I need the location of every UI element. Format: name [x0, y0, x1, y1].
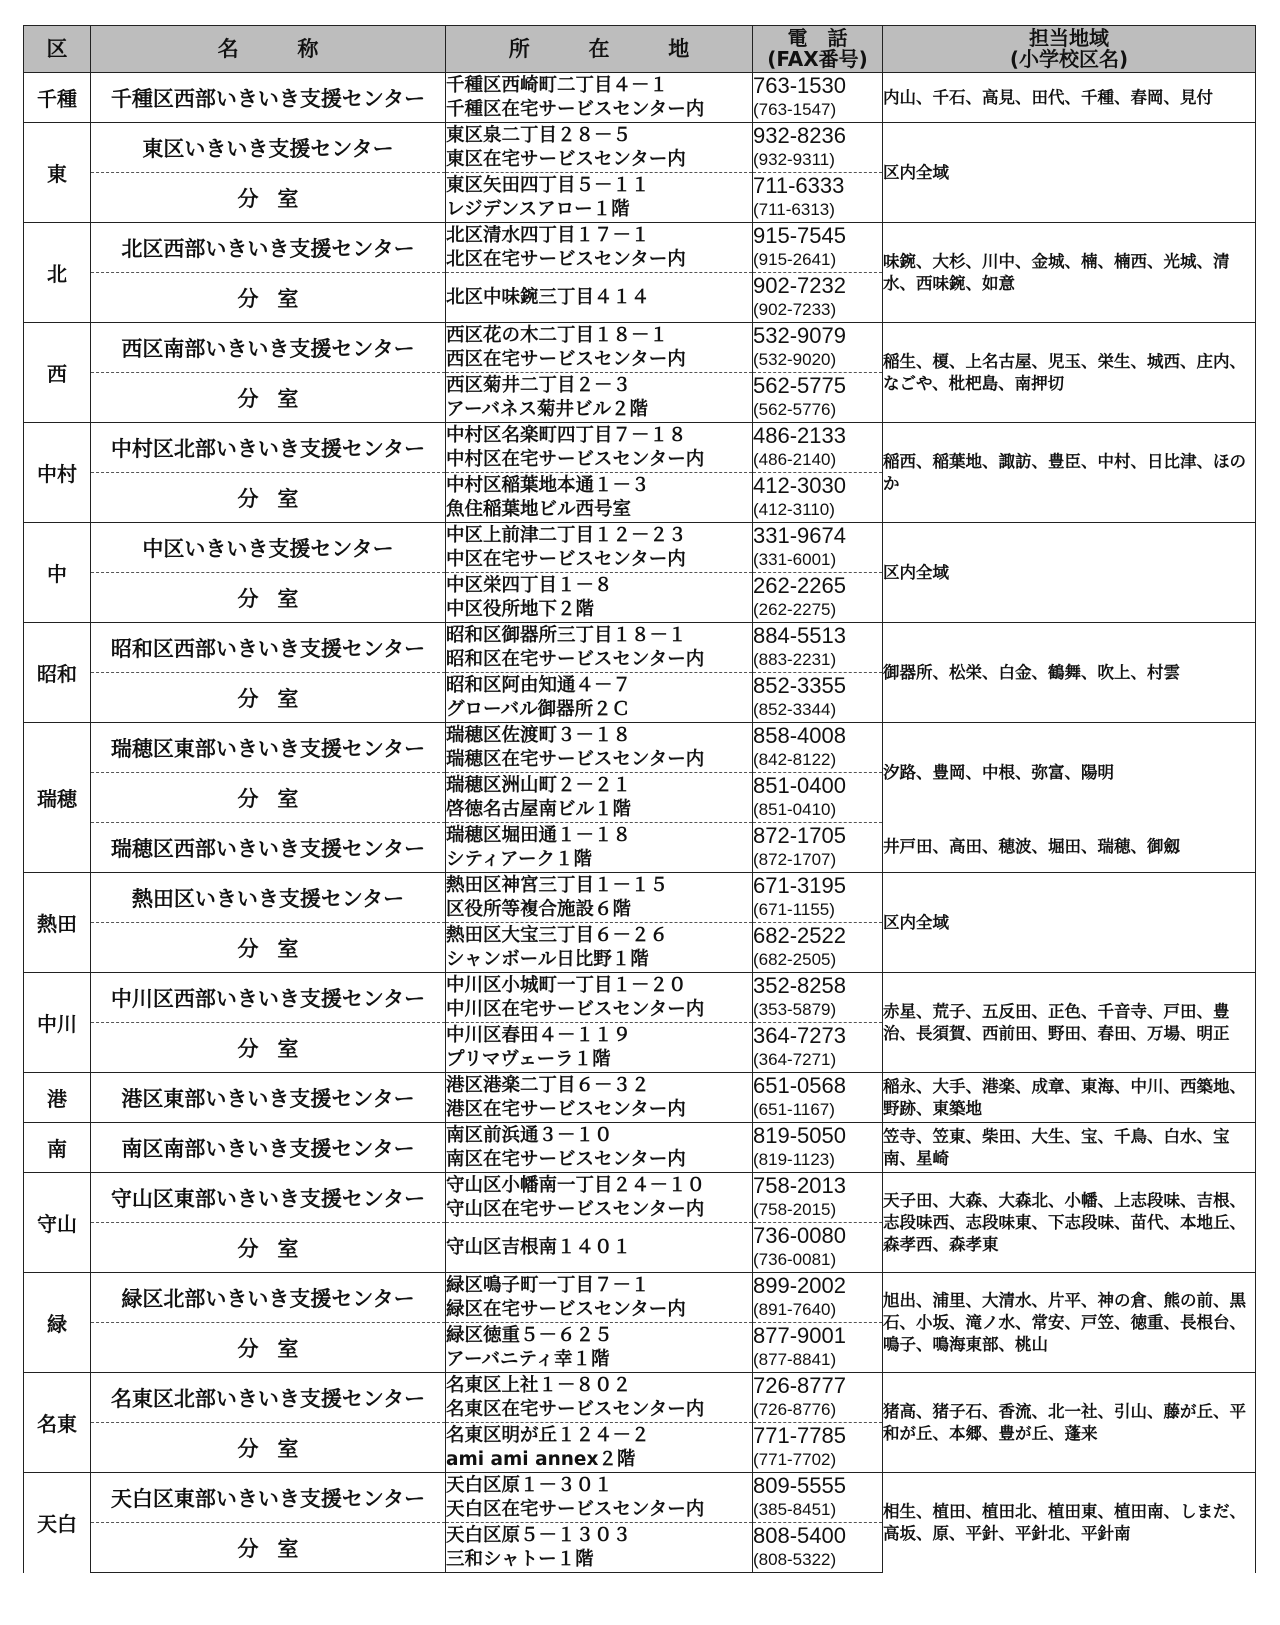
service-area-cell: 猪高、猪子石、香流、北一社、引山、藤が丘、平和が丘、本郷、豊が丘、蓬来 — [883, 1373, 1256, 1473]
branch-office-name: 分室 — [91, 1023, 446, 1073]
address-cell — [446, 723, 753, 773]
address-line-2: 北区在宅サービスセンター内 — [446, 248, 686, 270]
center-name: 南区南部いきいき支援センター — [91, 1123, 446, 1173]
service-area-cell: 笠寺、笠東、柴田、大生、宝、千鳥、白水、宝南、星崎 — [883, 1123, 1256, 1173]
fax-number: (771-7702) — [753, 1449, 837, 1469]
phone-number: 651-0568 — [753, 1072, 846, 1098]
center-name: 昭和区西部いきいき支援センター — [91, 623, 446, 673]
phone-cell — [753, 273, 883, 323]
phone-number: 763-1530 — [753, 72, 846, 98]
address-line-2: アーバニティ幸１階 — [446, 1348, 610, 1370]
table-row — [24, 1123, 1256, 1173]
address-cell — [446, 123, 753, 173]
address-line-1: 熱田区神宮三丁目１－１５ — [446, 874, 669, 896]
address-line-1: 瑞穂区堀田通１－１８ — [446, 824, 632, 846]
address-line-2: 守山区在宅サービスセンター内 — [446, 1198, 705, 1220]
address-cell — [446, 223, 753, 273]
table-row — [24, 1073, 1256, 1123]
ward-cell: 南 — [24, 1123, 91, 1173]
address-cell — [446, 423, 753, 473]
phone-number: 884-5513 — [753, 622, 846, 648]
phone-cell — [753, 573, 883, 623]
center-name: 港区東部いきいき支援センター — [91, 1073, 446, 1123]
phone-cell — [753, 1423, 883, 1473]
ward-cell: 西 — [24, 323, 91, 423]
ward-cell: 緑 — [24, 1273, 91, 1373]
address-line-2: 南区在宅サービスセンター内 — [446, 1148, 686, 1170]
branch-office-name: 分室 — [91, 273, 446, 323]
phone-cell — [753, 223, 883, 273]
phone-number: 808-5400 — [753, 1522, 846, 1548]
header-phone-line2: (FAX番号) — [767, 47, 868, 71]
service-area-cell: 天子田、大森、大森北、小幡、上志段味、吉根、志段味西、志段味東、下志段味、苗代、本地丘、森孝西、森孝東 — [883, 1173, 1256, 1273]
center-name: 東区いきいき支援センター — [91, 123, 446, 173]
service-area-cell: 旭出、浦里、大清水、片平、神の倉、熊の前、黒石、小坂、滝ノ水、常安、戸笠、徳重、長根台、鳴子、鳴海東部、桃山 — [883, 1273, 1256, 1373]
address-line-2: 中村区在宅サービスセンター内 — [446, 448, 705, 470]
fax-number: (385-8451) — [753, 1499, 837, 1519]
table-row — [24, 123, 1256, 173]
service-area-cell: 区内全域 — [883, 873, 1256, 973]
fax-number: (353-5879) — [753, 999, 837, 1019]
address-cell — [446, 823, 753, 873]
fax-number: (651-1167) — [753, 1099, 835, 1119]
phone-cell — [753, 1123, 883, 1173]
address-line-1: 中川区春田４－１１９ — [446, 1024, 632, 1046]
ward-cell: 千種 — [24, 73, 91, 123]
address-line-1: 名東区明が丘１２４－２ — [446, 1424, 650, 1446]
fax-number: (915-2641) — [753, 249, 837, 269]
fax-number: (763-1547) — [753, 99, 837, 119]
phone-number: 877-9001 — [753, 1322, 846, 1348]
service-area-cell: 区内全域 — [883, 123, 1256, 223]
address-line-1: 南区前浜通３－１０ — [446, 1124, 613, 1146]
address-line-1: 緑区徳重５－６２５ — [446, 1324, 613, 1346]
fax-number: (532-9020) — [753, 349, 837, 369]
phone-cell — [753, 523, 883, 573]
address-cell — [446, 273, 753, 323]
branch-office-name: 分室 — [91, 173, 446, 223]
table-row — [24, 323, 1256, 373]
fax-number: (412-3110) — [753, 499, 835, 519]
branch-office-name: 分室 — [91, 923, 446, 973]
address-line-2: ami ami annex２階 — [446, 1448, 636, 1470]
phone-cell — [753, 1223, 883, 1273]
phone-number: 412-3030 — [753, 472, 846, 498]
phone-cell — [753, 623, 883, 673]
address-line-2: グローバル御器所２Ｃ — [446, 698, 631, 720]
phone-cell — [753, 373, 883, 423]
address-line-1: 中区上前津二丁目１２－２３ — [446, 524, 687, 546]
fax-number: (877-8841) — [753, 1349, 837, 1369]
phone-number: 819-5050 — [753, 1122, 846, 1148]
address-line-1: 名東区上社１－８０２ — [446, 1374, 632, 1396]
address-cell — [446, 73, 753, 123]
fax-number: (872-1707) — [753, 849, 837, 869]
ward-cell: 熱田 — [24, 873, 91, 973]
center-name: 瑞穂区西部いきいき支援センター — [91, 823, 446, 873]
address-cell — [446, 873, 753, 923]
fax-number: (842-8122) — [753, 749, 837, 769]
address-line-2: シャンボール日比野１階 — [446, 948, 649, 970]
phone-cell — [753, 1173, 883, 1223]
address-line-1: 天白区原５－１３０３ — [446, 1524, 632, 1546]
center-name: 熱田区いきいき支援センター — [91, 873, 446, 923]
center-name: 瑞穂区東部いきいき支援センター — [91, 723, 446, 773]
table-row — [24, 973, 1256, 1023]
address-line-1: 守山区吉根南１４０１ — [446, 1236, 632, 1258]
address-line-1: 北区清水四丁目１７－１ — [446, 224, 650, 246]
table-row — [24, 1473, 1256, 1523]
header-area-line1: 担当地域 — [1029, 26, 1109, 50]
address-cell — [446, 1423, 753, 1473]
address-line-1: 中村区稲葉地本通１－３ — [446, 474, 650, 496]
address-line-1: 中区栄四丁目１－８ — [446, 574, 613, 596]
address-line-1: 瑞穂区佐渡町３－１８ — [446, 724, 632, 746]
address-line-2: 中区役所地下２階 — [446, 598, 595, 620]
service-area-cell: 区内全域 — [883, 523, 1256, 623]
directory-body — [24, 73, 1256, 1573]
ward-cell: 昭和 — [24, 623, 91, 723]
address-line-1: 瑞穂区洲山町２－２１ — [446, 774, 632, 796]
address-line-1: 北区中味鋺三丁目４１４ — [446, 286, 650, 308]
phone-number: 915-7545 — [753, 222, 846, 248]
address-cell — [446, 1223, 753, 1273]
address-cell — [446, 923, 753, 973]
header-name: 名 称 — [91, 26, 446, 73]
fax-number: (852-3344) — [753, 699, 837, 719]
ward-cell: 中 — [24, 523, 91, 623]
phone-cell — [753, 723, 883, 773]
phone-cell — [753, 1073, 883, 1123]
table-row — [24, 623, 1256, 673]
center-name: 中村区北部いきいき支援センター — [91, 423, 446, 473]
phone-number: 364-7273 — [753, 1022, 846, 1048]
phone-cell — [753, 773, 883, 823]
fax-number: (819-1123) — [753, 1149, 835, 1169]
address-line-2: シティアーク１階 — [446, 848, 592, 870]
branch-office-name: 分室 — [91, 373, 446, 423]
phone-cell — [753, 1523, 883, 1573]
ward-cell: 天白 — [24, 1473, 91, 1573]
phone-cell — [753, 1373, 883, 1423]
ward-cell: 中村 — [24, 423, 91, 523]
address-cell — [446, 673, 753, 723]
table-row — [24, 723, 1256, 773]
fax-number: (902-7233) — [753, 299, 837, 319]
address-line-2: 中区在宅サービスセンター内 — [446, 548, 686, 570]
header-phone-line1: 電 話 — [787, 26, 848, 50]
branch-office-name: 分室 — [91, 1423, 446, 1473]
fax-number: (736-0081) — [753, 1249, 837, 1269]
header-area — [883, 26, 1256, 73]
phone-number: 902-7232 — [753, 272, 846, 298]
fax-number: (808-5322) — [753, 1549, 837, 1569]
branch-office-name: 分室 — [91, 1223, 446, 1273]
service-area-cell: 相生、植田、植田北、植田東、植田南、しまだ、高坂、原、平針、平針北、平針南 — [883, 1473, 1256, 1573]
phone-cell — [753, 73, 883, 123]
center-name: 天白区東部いきいき支援センター — [91, 1473, 446, 1523]
phone-cell — [753, 1323, 883, 1373]
header-phone — [753, 26, 883, 73]
address-line-2: 千種区在宅サービスセンター内 — [446, 98, 705, 120]
address-line-1: 昭和区御器所三丁目１８－１ — [446, 624, 687, 646]
phone-cell — [753, 173, 883, 223]
service-area-cell: 内山、千石、高見、田代、千種、春岡、見付 — [883, 73, 1256, 123]
fax-number: (883-2231) — [753, 649, 837, 669]
phone-number: 671-3195 — [753, 872, 846, 898]
phone-number: 562-5775 — [753, 372, 846, 398]
header-ward: 区 — [24, 26, 91, 73]
address-cell — [446, 623, 753, 673]
table-row — [24, 873, 1256, 923]
fax-number: (562-5776) — [753, 399, 837, 419]
phone-cell — [753, 1473, 883, 1523]
phone-number: 852-3355 — [753, 672, 846, 698]
address-cell — [446, 173, 753, 223]
address-line-2: 天白区在宅サービスセンター内 — [446, 1498, 705, 1520]
center-name: 名東区北部いきいき支援センター — [91, 1373, 446, 1423]
ward-cell: 北 — [24, 223, 91, 323]
service-area-cell: 稲生、榎、上名古屋、児玉、栄生、城西、庄内、なごや、枇杷島、南押切 — [883, 323, 1256, 423]
ward-cell: 東 — [24, 123, 91, 223]
table-row — [24, 523, 1256, 573]
address-cell — [446, 323, 753, 373]
fax-number: (486-2140) — [753, 449, 837, 469]
address-line-1: 西区菊井二丁目２－３ — [446, 374, 632, 396]
address-line-2: レジデンスアロー１階 — [446, 198, 630, 220]
address-line-2: 名東区在宅サービスセンター内 — [446, 1398, 705, 1420]
address-cell — [446, 1173, 753, 1223]
phone-cell — [753, 1273, 883, 1323]
center-name: 西区南部いきいき支援センター — [91, 323, 446, 373]
phone-number: 771-7785 — [753, 1422, 846, 1448]
service-area-cell: 汐路、豊岡、中根、弥富、陽明 — [883, 723, 1256, 823]
phone-number: 682-2522 — [753, 922, 846, 948]
address-line-1: 東区泉二丁目２８－５ — [446, 124, 632, 146]
address-line-1: 中村区名楽町四丁目７－１８ — [446, 424, 687, 446]
center-directory-table — [23, 25, 1256, 1573]
phone-cell — [753, 873, 883, 923]
fax-number: (891-7640) — [753, 1299, 837, 1319]
address-line-1: 守山区小幡南一丁目２４－１０ — [446, 1174, 706, 1196]
phone-cell — [753, 323, 883, 373]
address-line-2: プリマヴェーラ１階 — [446, 1048, 611, 1070]
ward-cell: 瑞穂 — [24, 723, 91, 873]
address-line-2: 緑区在宅サービスセンター内 — [446, 1298, 686, 1320]
phone-number: 486-2133 — [753, 422, 846, 448]
phone-cell — [753, 473, 883, 523]
phone-number: 331-9674 — [753, 522, 846, 548]
fax-number: (932-9311) — [753, 149, 835, 169]
table-row — [24, 1173, 1256, 1223]
phone-cell — [753, 923, 883, 973]
address-cell — [446, 523, 753, 573]
address-line-2: 啓徳名古屋南ビル１階 — [446, 798, 632, 820]
fax-number: (331-6001) — [753, 549, 837, 569]
table-row — [24, 223, 1256, 273]
fax-number: (262-2275) — [753, 599, 837, 619]
branch-office-name: 分室 — [91, 473, 446, 523]
address-cell — [446, 973, 753, 1023]
address-cell — [446, 1523, 753, 1573]
phone-cell — [753, 1023, 883, 1073]
address-line-2: 三和シャトー１階 — [446, 1548, 594, 1570]
fax-number: (711-6313) — [753, 199, 835, 219]
fax-number: (851-0410) — [753, 799, 837, 819]
ward-cell: 中川 — [24, 973, 91, 1073]
phone-number: 726-8777 — [753, 1372, 846, 1398]
address-line-1: 千種区西崎町二丁目４－１ — [446, 74, 669, 96]
phone-cell — [753, 123, 883, 173]
address-cell — [446, 1123, 753, 1173]
fax-number: (364-7271) — [753, 1049, 837, 1069]
address-line-2: 瑞穂区在宅サービスセンター内 — [446, 748, 705, 770]
fax-number: (758-2015) — [753, 1199, 837, 1219]
phone-number: 758-2013 — [753, 1172, 846, 1198]
address-cell — [446, 1473, 753, 1523]
address-cell — [446, 473, 753, 523]
branch-office-name: 分室 — [91, 773, 446, 823]
address-line-1: 緑区鳴子町一丁目７－１ — [446, 1274, 650, 1296]
address-cell — [446, 1373, 753, 1423]
header-address: 所 在 地 — [446, 26, 753, 73]
phone-number: 262-2265 — [753, 572, 846, 598]
service-area-cell: 味鋺、大杉、川中、金城、楠、楠西、光城、清水、西味鋺、如意 — [883, 223, 1256, 323]
phone-number: 809-5555 — [753, 1472, 846, 1498]
center-name: 千種区西部いきいき支援センター — [91, 73, 446, 123]
address-cell — [446, 1073, 753, 1123]
fax-number: (682-2505) — [753, 949, 837, 969]
table-row — [24, 73, 1256, 123]
phone-number: 858-4008 — [753, 722, 846, 748]
service-area-cell: 御器所、松栄、白金、鶴舞、吹上、村雲 — [883, 623, 1256, 723]
address-line-2: アーバネス菊井ビル２階 — [446, 398, 649, 420]
address-cell — [446, 1023, 753, 1073]
phone-cell — [753, 673, 883, 723]
address-line-2: 東区在宅サービスセンター内 — [446, 148, 686, 170]
branch-office-name: 分室 — [91, 1323, 446, 1373]
header-row — [24, 26, 1256, 73]
address-line-1: 昭和区阿由知通４－７ — [446, 674, 632, 696]
address-cell — [446, 573, 753, 623]
phone-number: 872-1705 — [753, 822, 846, 848]
address-cell — [446, 1273, 753, 1323]
table-row — [24, 1373, 1256, 1423]
branch-office-name: 分室 — [91, 673, 446, 723]
phone-number: 851-0400 — [753, 772, 846, 798]
address-cell — [446, 773, 753, 823]
phone-number: 899-2002 — [753, 1272, 846, 1298]
phone-number: 932-8236 — [753, 122, 846, 148]
address-cell — [446, 373, 753, 423]
phone-cell — [753, 423, 883, 473]
address-line-1: 港区港楽二丁目６－３２ — [446, 1074, 650, 1096]
phone-number: 736-0080 — [753, 1222, 846, 1248]
address-line-1: 東区矢田四丁目５－１１ — [446, 174, 650, 196]
address-line-2: 中川区在宅サービスセンター内 — [446, 998, 705, 1020]
service-area-cell: 井戸田、高田、穂波、堀田、瑞穂、御劔 — [883, 823, 1256, 873]
phone-cell — [753, 973, 883, 1023]
table-row — [24, 1273, 1256, 1323]
address-line-2: 西区在宅サービスセンター内 — [446, 348, 686, 370]
address-line-1: 中川区小城町一丁目１－２０ — [446, 974, 687, 996]
branch-office-name: 分室 — [91, 573, 446, 623]
phone-cell — [753, 823, 883, 873]
branch-office-name: 分室 — [91, 1523, 446, 1573]
service-area-cell: 稲永、大手、港楽、成章、東海、中川、西築地、野跡、東築地 — [883, 1073, 1256, 1123]
center-name: 北区西部いきいき支援センター — [91, 223, 446, 273]
ward-cell: 守山 — [24, 1173, 91, 1273]
address-line-2: 魚住稲葉地ビル西号室 — [446, 498, 632, 520]
center-name: 守山区東部いきいき支援センター — [91, 1173, 446, 1223]
fax-number: (671-1155) — [753, 899, 835, 919]
address-line-2: 港区在宅サービスセンター内 — [446, 1098, 686, 1120]
service-area-cell: 稲西、稲葉地、諏訪、豊臣、中村、日比津、ほのか — [883, 423, 1256, 523]
service-area-cell: 赤星、荒子、五反田、正色、千音寺、戸田、豊治、長須賀、西前田、野田、春田、万場、明正 — [883, 973, 1256, 1073]
phone-number: 352-8258 — [753, 972, 846, 998]
center-name: 緑区北部いきいき支援センター — [91, 1273, 446, 1323]
address-line-2: 区役所等複合施設６階 — [446, 898, 632, 920]
fax-number: (726-8776) — [753, 1399, 837, 1419]
address-line-2: 昭和区在宅サービスセンター内 — [446, 648, 705, 670]
ward-cell: 名東 — [24, 1373, 91, 1473]
header-area-line2: (小学校区名) — [1009, 47, 1129, 71]
phone-number: 532-9079 — [753, 322, 846, 348]
center-name: 中川区西部いきいき支援センター — [91, 973, 446, 1023]
phone-number: 711-6333 — [753, 172, 845, 198]
address-line-1: 西区花の木二丁目１８－１ — [446, 324, 669, 346]
table-row — [24, 823, 1256, 873]
address-cell — [446, 1323, 753, 1373]
ward-cell: 港 — [24, 1073, 91, 1123]
address-line-1: 熱田区大宝三丁目６－２６ — [446, 924, 669, 946]
table-row — [24, 423, 1256, 473]
center-name: 中区いきいき支援センター — [91, 523, 446, 573]
address-line-1: 天白区原１－３０１ — [446, 1474, 613, 1496]
